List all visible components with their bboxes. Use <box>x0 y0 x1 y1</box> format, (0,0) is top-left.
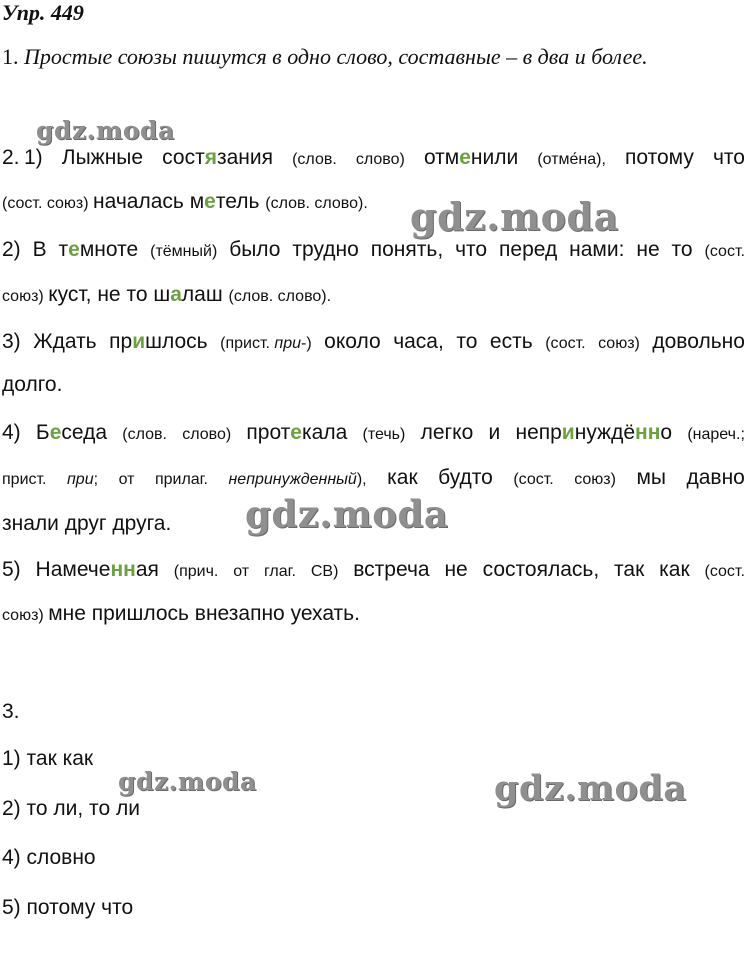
section-3-item: 1) так как <box>2 747 94 770</box>
text-run: лаш <box>181 283 229 306</box>
text-run: часа, <box>393 330 444 353</box>
section-1-number: 1. <box>2 44 19 69</box>
word <box>162 146 273 170</box>
grammar-note: слово) <box>182 426 232 443</box>
text-run: мноте <box>79 238 139 261</box>
text-run: встреча <box>353 558 430 581</box>
word <box>36 558 159 582</box>
word <box>229 466 367 490</box>
word <box>652 330 745 354</box>
word <box>264 558 296 582</box>
word <box>33 330 96 354</box>
text-run: прот <box>246 421 291 444</box>
word <box>2 421 21 445</box>
word <box>424 146 518 170</box>
text-run: ая <box>135 558 159 581</box>
text-run: не <box>444 558 468 581</box>
text-run: и <box>488 421 501 444</box>
watermark: gdz.moda <box>494 768 687 809</box>
text-run: что <box>455 238 488 261</box>
word <box>229 238 280 262</box>
word <box>574 466 616 490</box>
item-2-line-1 <box>2 238 745 262</box>
highlighted-letter: е <box>68 238 80 261</box>
word <box>182 421 231 445</box>
word <box>233 558 249 582</box>
word <box>67 466 98 490</box>
grammar-note: (сост. <box>704 563 745 580</box>
word <box>119 466 135 490</box>
grammar-note: (тёмный) <box>150 243 218 260</box>
word <box>455 238 487 262</box>
word <box>246 421 347 445</box>
text-run: есть <box>489 330 533 353</box>
word <box>324 330 381 354</box>
text-run: будто <box>438 466 493 489</box>
highlighted-letter: е <box>459 146 471 169</box>
word <box>483 558 600 582</box>
text-run: нили <box>470 146 519 169</box>
word <box>2 330 21 354</box>
grammar-note: глаг. <box>263 563 296 580</box>
word <box>122 421 167 445</box>
highlighted-letter: и <box>132 330 146 353</box>
text-run: что <box>712 146 745 169</box>
text-run: давно <box>686 466 745 489</box>
text-run: 2) <box>2 238 21 261</box>
word <box>489 421 501 445</box>
word <box>36 421 107 445</box>
grammar-note: (сост. <box>545 335 586 352</box>
grammar-note: ; <box>93 471 99 488</box>
highlighted-letter: е <box>49 421 62 444</box>
text-run: непр <box>515 421 562 444</box>
text-run: 4) <box>2 421 21 444</box>
text-run: легко <box>420 421 474 444</box>
watermark: gdz.moda <box>245 492 449 536</box>
word <box>150 238 217 262</box>
grammar-note: (течь) <box>362 426 406 443</box>
section-1 <box>2 44 648 70</box>
text-run: 3) <box>2 330 21 353</box>
section-1-text: Простые союзы пишутся в одно слово, составные – в два и более. <box>24 44 648 69</box>
grammar-note: (слов. <box>292 151 337 168</box>
word <box>311 558 339 582</box>
text-run: как <box>659 558 690 581</box>
grammar-note: при <box>67 471 94 488</box>
word <box>456 330 477 354</box>
grammar-note: союз) <box>598 335 640 352</box>
text-run: Б <box>35 421 50 444</box>
text-run: долго. <box>2 373 63 396</box>
text-run: кала <box>301 421 348 444</box>
grammar-note: (слов. слово). <box>265 195 368 212</box>
word <box>598 330 640 354</box>
text-run: перед <box>499 238 558 261</box>
word <box>371 238 443 262</box>
text-run: 1) <box>24 146 43 169</box>
grammar-note: СВ) <box>310 563 339 580</box>
text-run: В <box>32 238 47 261</box>
word <box>444 558 467 582</box>
text-run: понять, <box>370 238 444 261</box>
word <box>636 238 659 262</box>
grammar-note: прилаг. <box>154 471 208 488</box>
word <box>705 558 745 582</box>
word <box>62 146 143 170</box>
grammar-note: ), <box>356 471 367 488</box>
highlighted-letter: нн <box>635 421 661 444</box>
item-5-line-1 <box>2 558 745 582</box>
text-run: около <box>324 330 381 353</box>
watermark: gdz.moda <box>36 116 175 145</box>
text-run: т <box>58 238 69 261</box>
word <box>2 558 21 582</box>
grammar-note: от <box>118 471 135 488</box>
word <box>292 146 337 170</box>
text-run: нуждё <box>574 421 636 444</box>
text-run: состоялась, <box>482 558 600 581</box>
text-run: куст, не то ш <box>48 283 171 306</box>
text-run: знали друг друга. <box>2 512 172 535</box>
item-4-line-2 <box>2 466 745 490</box>
text-run: пр <box>109 330 133 353</box>
grammar-note: (прист. <box>220 335 275 352</box>
text-run: не <box>636 238 660 261</box>
word <box>625 146 694 170</box>
grammar-note: (отме́на), <box>537 151 606 168</box>
section-3-item: 5) потому что <box>2 896 134 919</box>
item-5-line-2 <box>2 602 360 626</box>
item-1-line-1 <box>24 146 745 170</box>
grammar-note: (нареч.; <box>687 426 745 443</box>
text-run: как <box>387 466 418 489</box>
grammar-note: от <box>233 563 250 580</box>
text-run: Лыжные <box>61 146 144 169</box>
word <box>2 466 47 490</box>
word <box>490 330 533 354</box>
grammar-note: (прич. <box>173 563 219 580</box>
item-4-line-1 <box>2 421 745 445</box>
grammar-note: (сост. <box>513 471 554 488</box>
highlighted-letter: е <box>290 421 302 444</box>
grammar-note: союз) <box>2 607 49 624</box>
grammar-note: -) <box>301 335 312 352</box>
highlighted-letter: е <box>204 190 216 213</box>
word <box>33 238 47 262</box>
word <box>362 421 405 445</box>
grammar-note: союз) <box>574 471 616 488</box>
text-run: то <box>671 238 693 261</box>
grammar-note: (сост. союз) <box>2 195 94 212</box>
word <box>545 330 585 354</box>
word <box>393 330 444 354</box>
item-1-line-2 <box>2 190 368 214</box>
item-2-line-2 <box>2 283 331 307</box>
grammar-note: непринужденный <box>228 471 357 488</box>
section-3-number: 3. <box>2 700 20 723</box>
text-run: было <box>229 238 281 261</box>
word <box>292 238 358 262</box>
text-run: 5) <box>2 558 21 581</box>
word <box>387 466 418 490</box>
word <box>220 330 312 354</box>
word <box>499 238 557 262</box>
text-run: зания <box>216 146 273 169</box>
text-run: началась м <box>93 190 205 213</box>
grammar-note: (слов. слово). <box>228 288 332 305</box>
text-run: Намече <box>35 558 111 581</box>
word <box>672 238 693 262</box>
grammar-note: прист. <box>2 471 47 488</box>
word <box>174 558 219 582</box>
text-run: мы <box>636 466 666 489</box>
word <box>687 421 745 445</box>
text-run: то <box>456 330 478 353</box>
word <box>705 238 745 262</box>
item-3-line-1 <box>2 330 745 354</box>
text-run: седа <box>61 421 108 444</box>
highlighted-letter: нн <box>110 558 136 581</box>
word <box>109 330 207 354</box>
text-run: тель <box>215 190 266 213</box>
grammar-note: (слов. <box>122 426 167 443</box>
word <box>614 558 644 582</box>
word <box>421 421 474 445</box>
text-run: сост <box>162 146 205 169</box>
highlighted-letter: а <box>170 283 182 306</box>
word <box>438 466 493 490</box>
grammar-note: слово) <box>355 151 405 168</box>
watermark: gdz.moda <box>410 194 619 239</box>
text-run: трудно <box>292 238 359 261</box>
grammar-note: союз) <box>2 288 49 305</box>
text-run: отм <box>423 146 460 169</box>
word <box>2 238 21 262</box>
text-run: шлось <box>145 330 208 353</box>
text-run: Ждать <box>33 330 97 353</box>
word <box>24 146 43 170</box>
exercise-heading: Упр. 449 <box>2 0 84 25</box>
word <box>659 558 690 582</box>
section-3-item: 4) словно <box>2 846 96 869</box>
grammar-note: (сост. <box>704 243 745 260</box>
section-2-number: 2. <box>2 146 20 169</box>
item-4-line-3 <box>2 512 171 536</box>
text-run: потому <box>625 146 694 169</box>
word <box>515 421 672 445</box>
word <box>569 238 624 262</box>
text-run: довольно <box>652 330 745 353</box>
word <box>537 146 606 170</box>
section-3-item: 2) то ли, то ли <box>2 797 140 820</box>
word <box>687 466 745 490</box>
word <box>356 146 405 170</box>
text-run: о <box>660 421 673 444</box>
word <box>59 238 139 262</box>
item-3-line-2 <box>2 373 62 397</box>
text-run: нами: <box>569 238 625 261</box>
grammar-note: при <box>274 335 301 352</box>
word <box>155 466 208 490</box>
highlighted-letter: я <box>204 146 217 169</box>
text-run: мне пришлось внезапно уехать. <box>48 602 360 625</box>
highlighted-letter: и <box>561 421 575 444</box>
text-run: так <box>614 558 645 581</box>
word <box>713 146 745 170</box>
word <box>636 466 666 490</box>
word <box>513 466 553 490</box>
watermark: gdz.moda <box>118 767 257 796</box>
word <box>353 558 429 582</box>
